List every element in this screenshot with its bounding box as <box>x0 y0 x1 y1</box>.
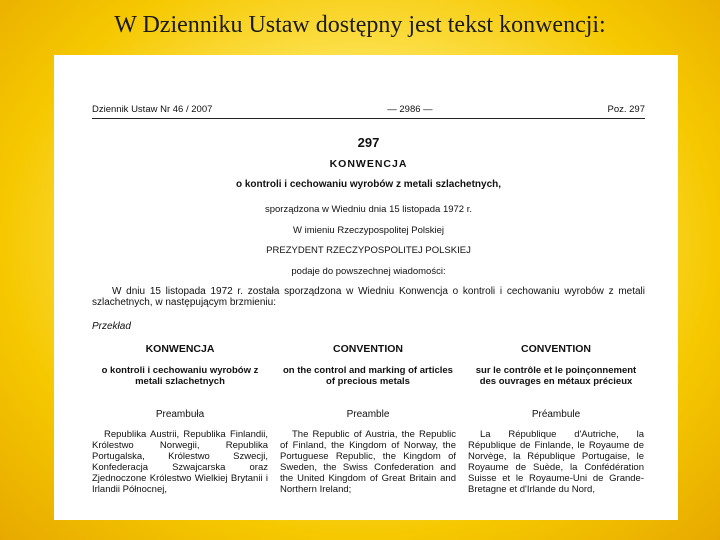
column-body: The Republic of Austria, the Republic of Finland, the Kingdom of Norway, the Portuguese Republic, the Kingdom of Sweden, the Swiss Confederation and the United Kingdom of Great Britain and Northern Ireland; <box>280 429 456 495</box>
column-heading: CONVENTION <box>520 343 591 355</box>
column-preamble-title: Preambuła <box>155 409 205 420</box>
journal-reference: Dziennik Ustaw Nr 46 / 2007 <box>92 104 213 115</box>
document-subject: o kontroli i cechowaniu wyrobów z metali szlachetnych, <box>235 179 502 190</box>
page-number: — 2986 — <box>387 104 433 115</box>
document-header <box>92 104 645 119</box>
intro-paragraph: W dniu 15 listopada 1972 r. została sporządzona w Wiedniu Konwencja o kontroli i cechowaniu wyrobów z metali szlachetnych, w następującym brzmieniu: <box>92 286 645 308</box>
column-polish <box>92 343 268 495</box>
document-heading: KONWENCJA <box>329 158 408 170</box>
position-number: Poz. 297 <box>607 104 645 115</box>
column-heading: KONWENCJA <box>145 343 215 355</box>
column-body: La République d'Autriche, la République de Finlande, le Royaume de Norvège, la République Portugaise, le Royaume de Suède, la Confédération Suisse et le Royaume-Uni de Grande-Bretagne et d'Irlande du Nord, <box>468 429 644 495</box>
column-preamble-title: Préambule <box>531 409 581 420</box>
column-french <box>468 343 644 495</box>
on-behalf-line: W imieniu Rzeczypospolitej Polskiej <box>293 225 444 236</box>
translation-label: Przekład <box>92 321 131 332</box>
column-heading: CONVENTION <box>332 343 403 355</box>
column-english <box>280 343 456 495</box>
column-body: Republika Austrii, Republika Finlandii, Królestwo Norwegii, Republika Portugalska, Królestwo Szwecji, Konfederacja Szwajcarska oraz Zjednoczone Królestwo Wielkiej Brytanii i Irlandii Północnej, <box>92 429 268 495</box>
slide-title: W Dzienniku Ustaw dostępny jest tekst konwencji: <box>114 12 606 38</box>
place-date-line: sporządzona w Wiedniu dnia 15 listopada 1972 r. <box>264 204 473 215</box>
act-number: 297 <box>357 135 380 150</box>
column-subtitle: on the control and marking of articles of precious metals <box>283 365 453 387</box>
column-subtitle: sur le contrôle et le poinçonnement des ouvrages en métaux précieux <box>475 365 637 387</box>
notice-line: podaje do powszechnej wiadomości: <box>291 266 446 277</box>
column-subtitle: o kontroli i cechowaniu wyrobów z metali szlachetnych <box>101 365 259 387</box>
president-line: PREZYDENT RZECZYPOSPOLITEJ POLSKIEJ <box>266 245 471 256</box>
column-preamble-title: Preamble <box>346 409 390 420</box>
document-scan <box>54 55 678 520</box>
